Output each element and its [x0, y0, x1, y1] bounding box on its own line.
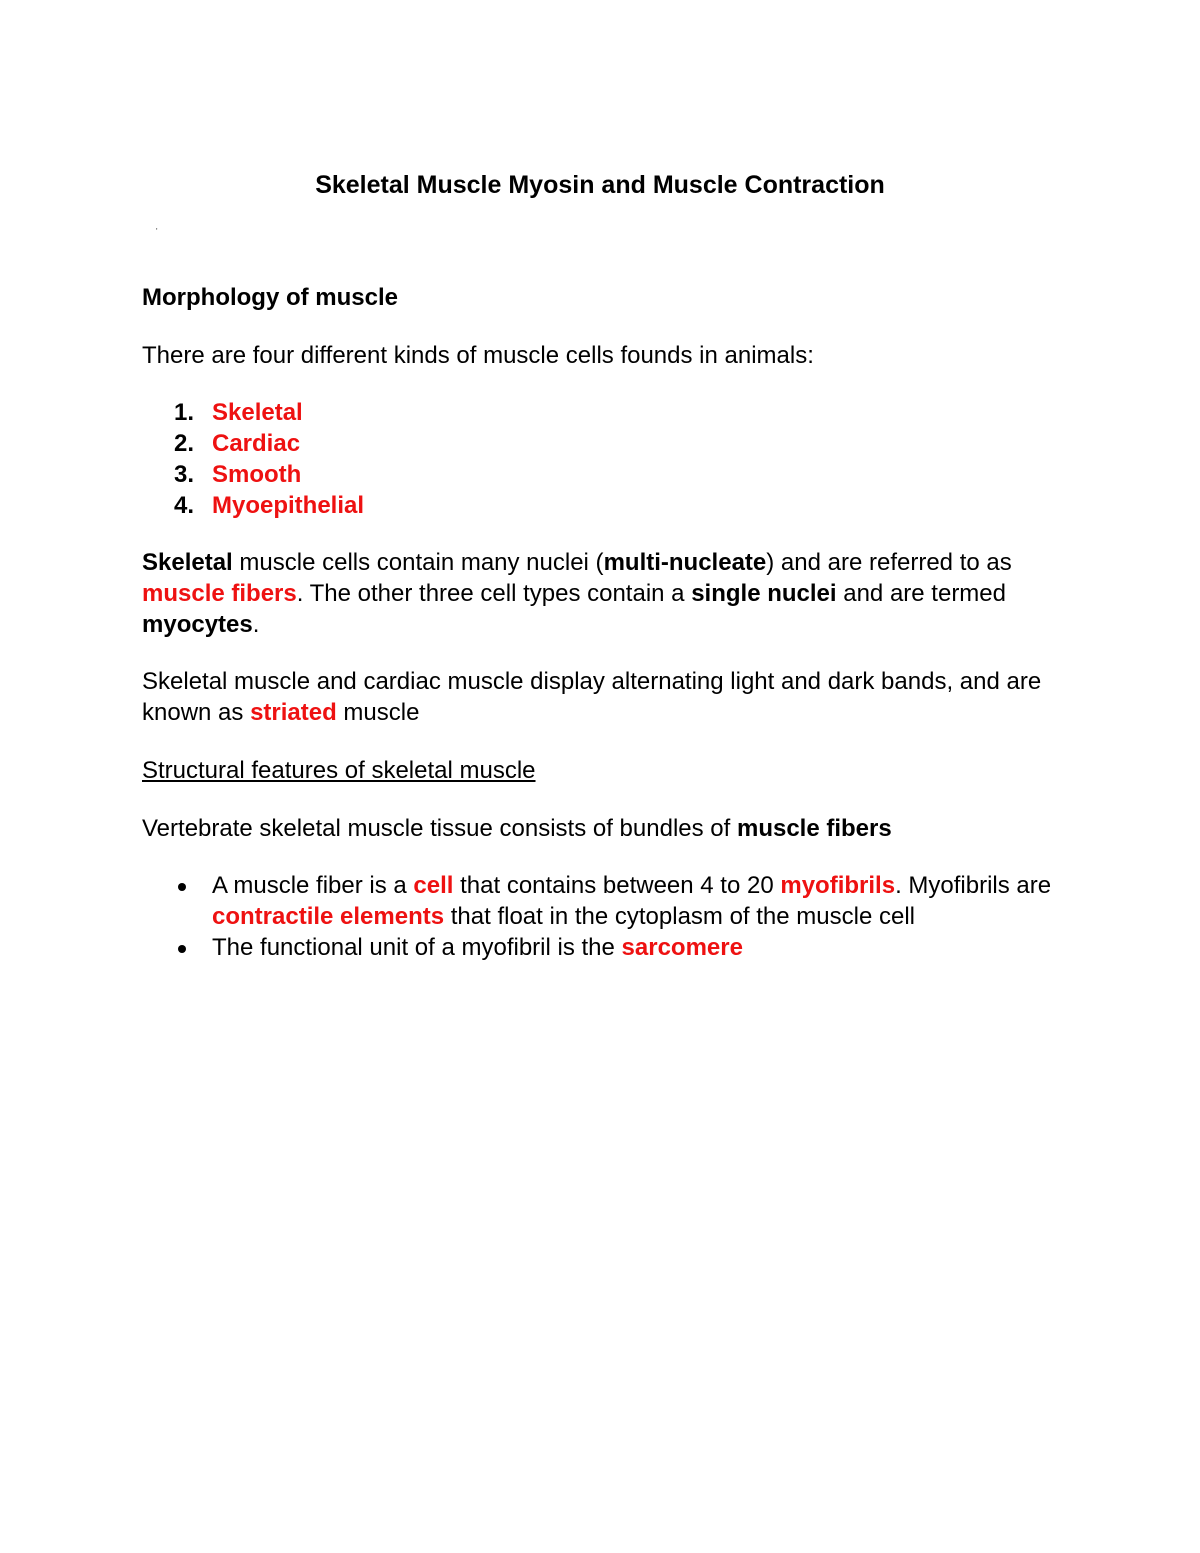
text-span: muscle	[336, 699, 420, 726]
muscle-type-label: Smooth	[212, 461, 302, 488]
section-heading-morphology: Morphology of muscle	[142, 284, 399, 311]
text-span: . Myofibrils are	[895, 872, 1052, 899]
muscle-types-list	[172, 397, 364, 521]
text-span: muscle cells contain many nuclei (	[232, 549, 604, 576]
bullet-icon	[178, 945, 186, 953]
text-span: Skeletal muscle and cardiac muscle display alternating light and dark bands, and are known as	[142, 668, 1042, 726]
list-number: 2.	[174, 430, 195, 457]
term-cell: cell	[413, 872, 454, 899]
text-span: .	[252, 611, 260, 638]
skeletal-nuclei-paragraph	[142, 547, 1062, 640]
term-striated: striated	[250, 699, 337, 726]
section-heading-structural-features: Structural features of skeletal muscle	[142, 757, 536, 784]
muscle-type-label: Myoepithelial	[212, 492, 365, 519]
stray-tick-mark: '	[156, 227, 158, 236]
text-span: that contains between 4 to 20	[453, 872, 781, 899]
list-number: 3.	[174, 461, 195, 488]
text-span: The functional unit of a myofibril is the	[212, 934, 622, 961]
text-span: A muscle fiber is a	[212, 872, 414, 899]
list-number: 4.	[174, 492, 195, 519]
list-item	[172, 459, 364, 490]
muscle-type-label: Skeletal	[212, 399, 303, 426]
text-span: and are termed	[836, 580, 1006, 607]
text-span: ) and are referred to as	[766, 549, 1012, 576]
list-item	[172, 932, 1052, 963]
text-span: . The other three cell types contain a	[296, 580, 692, 607]
list-item	[172, 397, 364, 428]
bullet-icon	[178, 883, 186, 891]
list-item	[172, 490, 364, 521]
term-sarcomere: sarcomere	[621, 934, 743, 961]
text-span: that float in the cytoplasm of the muscle cell	[444, 903, 915, 930]
term-single-nuclei: single nuclei	[691, 580, 837, 607]
term-multi-nucleate: multi-nucleate	[603, 549, 767, 576]
list-item	[172, 870, 1052, 932]
text-span: Vertebrate skeletal muscle tissue consists of bundles of	[142, 815, 737, 842]
term-myofibrils: myofibrils	[780, 872, 896, 899]
term-muscle-fibers: muscle fibers	[142, 580, 297, 607]
term-skeletal: Skeletal	[142, 549, 233, 576]
intro-paragraph: There are four different kinds of muscle cells founds in animals:	[142, 342, 814, 369]
term-contractile-elements: contractile elements	[212, 903, 445, 930]
page-title: Skeletal Muscle Myosin and Muscle Contraction	[315, 171, 885, 199]
structural-features-list	[172, 870, 1052, 963]
term-muscle-fibers-bold: muscle fibers	[736, 815, 892, 842]
striated-paragraph	[142, 666, 1062, 728]
list-number: 1.	[174, 399, 195, 426]
list-item	[172, 428, 364, 459]
muscle-type-label: Cardiac	[212, 430, 301, 457]
term-myocytes: myocytes	[142, 611, 253, 638]
vertebrate-paragraph	[142, 813, 1062, 844]
